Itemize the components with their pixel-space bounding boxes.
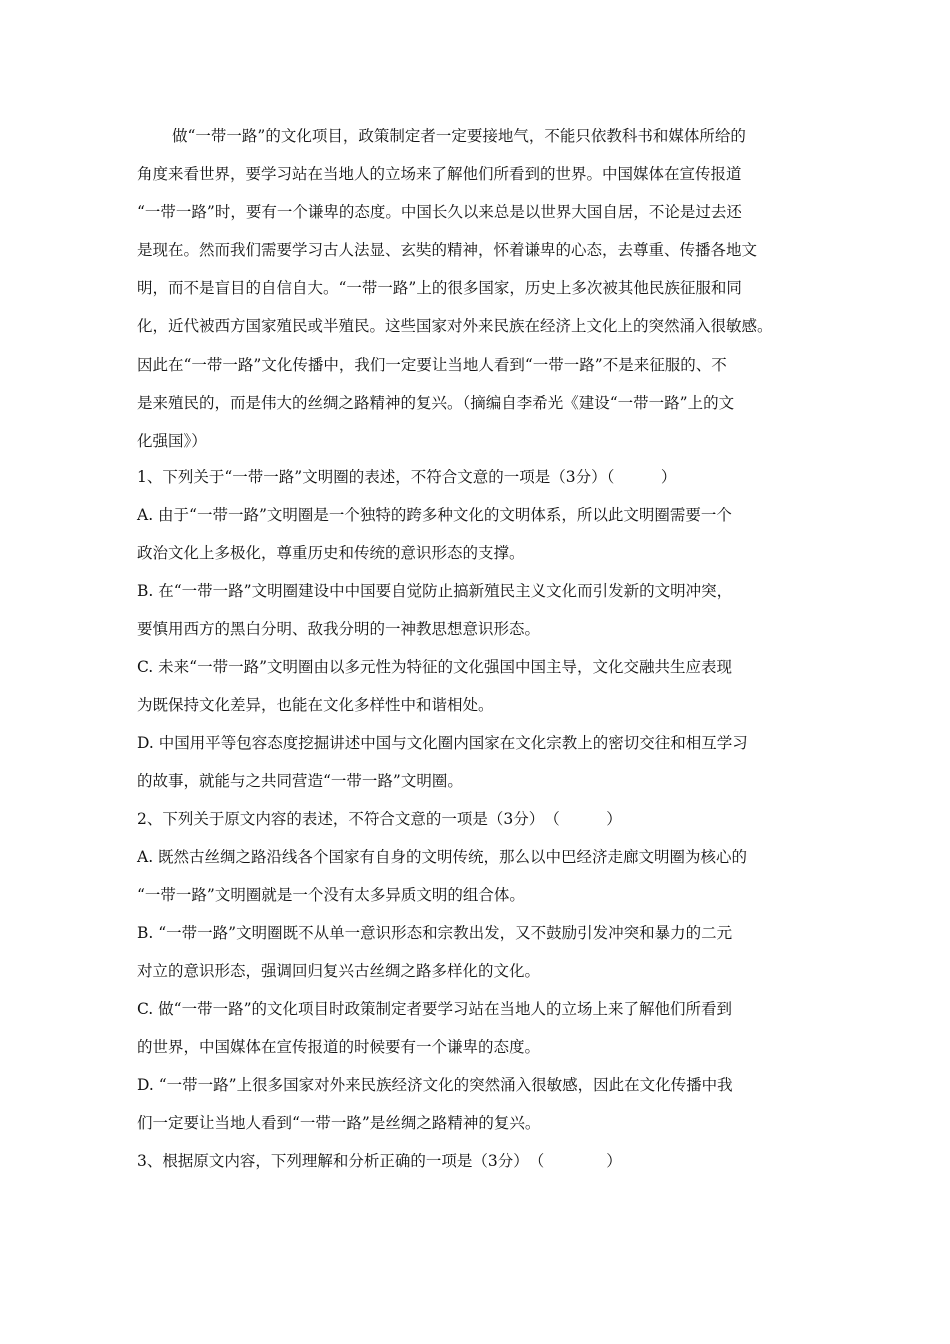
passage-line: 是现在。然而我们需要学习古人法显、玄奘的精神，怀着谦卑的心态，去尊重、传播各地文 bbox=[137, 241, 758, 259]
option-b-line-1: B. “一带一路”文明圈既不从单一意识形态和宗教出发，又不鼓励引发冲突和暴力的二元 bbox=[137, 924, 733, 942]
passage-line: 因此在“一带一路”文化传播中，我们一定要让当地人看到“一带一路”不是来征服的、不 bbox=[137, 356, 727, 374]
option-b-line-1: B. 在“一带一路”文明圈建设中中国要自觉防止搞新殖民主义文化而引发新的文明冲突， bbox=[137, 582, 733, 600]
passage-line: 做“一带一路”的文化项目，政策制定者一定要接地气，不能只依教科书和媒体所给的 bbox=[172, 127, 746, 145]
question-stem: 1、下列关于“一带一路”文明圈的表述，不符合文意的一项是（3分）（ ） bbox=[137, 468, 677, 486]
option-d-line-1: D. “一带一路”上很多国家对外来民族经济文化的突然涌入很敏感，因此在文化传播中我 bbox=[137, 1076, 733, 1094]
option-c-line-1: C. 未来“一带一路”文明圈由以多元性为特征的文化强国中国主导，文化交融共生应表现 bbox=[137, 658, 733, 676]
option-b-line-2: 要慎用西方的黑白分明、敌我分明的一神教思想意识形态。 bbox=[137, 620, 541, 638]
passage-line: 是来殖民的，而是伟大的丝绸之路精神的复兴。（摘编自李希光《建设“一带一路”上的文 bbox=[137, 394, 735, 412]
passage-line: 角度来看世界，要学习站在当地人的立场来了解他们所看到的世界。中国媒体在宣传报道 bbox=[137, 165, 742, 183]
option-a-line-2: 政治文化上多极化，尊重历史和传统的意识形态的支撑。 bbox=[137, 544, 525, 562]
passage-line: 化，近代被西方国家殖民或半殖民。这些国家对外来民族在经济上文化上的突然涌入很敏感。 bbox=[137, 317, 773, 335]
option-b-line-2: 对立的意识形态，强调回归复兴古丝绸之路多样化的文化。 bbox=[137, 962, 541, 980]
question-stem: 3、根据原文内容，下列理解和分析正确的一项是（3分） （ ） bbox=[137, 1152, 622, 1170]
question-stem: 2、下列关于原文内容的表述，不符合文意的一项是（3分） （ ） bbox=[137, 810, 622, 828]
option-a-line-2: “一带一路”文明圈就是一个没有太多异质文明的组合体。 bbox=[137, 886, 525, 904]
passage-line: 化强国》） bbox=[137, 432, 207, 450]
option-c-line-2: 的世界，中国媒体在宣传报道的时候要有一个谦卑的态度。 bbox=[137, 1038, 541, 1056]
option-a-line-1: A. 由于“一带一路”文明圈是一个独特的跨多种文化的文明体系，所以此文明圈需要一个 bbox=[137, 506, 732, 524]
passage-line: “一带一路”时，要有一个谦卑的态度。中国长久以来总是以世界大国自居，不论是过去还 bbox=[137, 203, 742, 221]
option-c-line-2: 为既保持文化差异，也能在文化多样性中和谐相处。 bbox=[137, 696, 494, 714]
passage-line: 明，而不是盲目的自信自大。“一带一路”上的很多国家，历史上多次被其他民族征服和同 bbox=[137, 279, 742, 297]
option-a-line-1: A. 既然古丝绸之路沿线各个国家有自身的文明传统，那么以中巴经济走廊文明圈为核心的 bbox=[137, 848, 748, 866]
option-d-line-1: D. 中国用平等包容态度挖掘讲述中国与文化圈内国家在文化宗教上的密切交往和相互学习 bbox=[137, 734, 748, 752]
option-d-line-2: 的故事，就能与之共同营造“一带一路”文明圈。 bbox=[137, 772, 463, 790]
option-d-line-2: 们一定要让当地人看到“一带一路”是丝绸之路精神的复兴。 bbox=[137, 1114, 541, 1132]
option-c-line-1: C. 做“一带一路”的文化项目时政策制定者要学习站在当地人的立场上来了解他们所看到 bbox=[137, 1000, 733, 1018]
